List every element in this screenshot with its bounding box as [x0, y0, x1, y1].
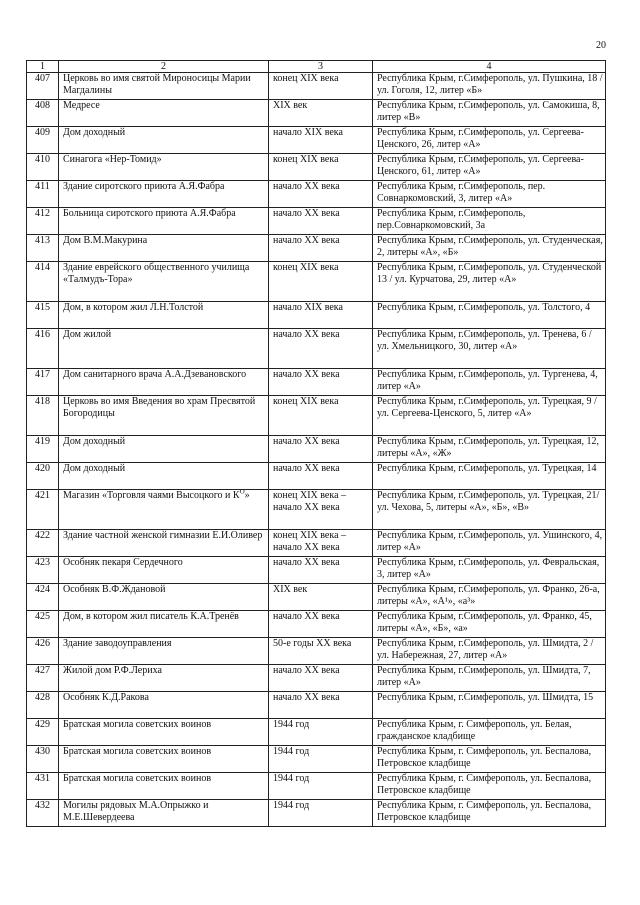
table-row	[27, 396, 606, 436]
row-number: 411	[27, 181, 59, 208]
object-name: Дом доходный	[59, 463, 269, 490]
row-number: 418	[27, 396, 59, 436]
table-row	[27, 127, 606, 154]
object-name: Жилой дом Р.Ф.Лериха	[59, 665, 269, 692]
object-address: Республика Крым, г.Симферополь, ул. Студенческая, 2, литеры «А», «Б»	[373, 235, 606, 262]
table-row	[27, 181, 606, 208]
row-number: 422	[27, 530, 59, 557]
object-address: Республика Крым, г. Симферополь, ул. Беспалова, Петровское кладбище	[373, 746, 606, 773]
object-date: конец XIX века – начало XX века	[269, 490, 373, 530]
object-name-text: Магазин «Торговля чаями Высоцкого и К	[63, 490, 240, 501]
object-address: Республика Крым, г.Симферополь, пер.Совнаркомовский, 3а	[373, 208, 606, 235]
table-row	[27, 665, 606, 692]
object-date: начало XX века	[269, 208, 373, 235]
object-date: 1944 год	[269, 800, 373, 827]
object-name: Братская могила советских воинов	[59, 746, 269, 773]
row-number: 419	[27, 436, 59, 463]
object-address: Республика Крым, г.Симферополь, ул. Сергеева-Ценского, 61, литер «А»	[373, 154, 606, 181]
column-header: 1	[27, 61, 59, 73]
row-number: 429	[27, 719, 59, 746]
table-row	[27, 100, 606, 127]
table-row	[27, 719, 606, 746]
row-number: 408	[27, 100, 59, 127]
row-number: 431	[27, 773, 59, 800]
object-name-superscript: О	[239, 489, 245, 496]
object-date: начало XX века	[269, 665, 373, 692]
object-name: Дом доходный	[59, 127, 269, 154]
object-address: Республика Крым, г. Симферополь, ул. Беспалова, Петровское кладбище	[373, 800, 606, 827]
object-name: Здание сиротского приюта А.Я.Фабра	[59, 181, 269, 208]
table-row	[27, 746, 606, 773]
object-address: Республика Крым, г.Симферополь, ул. Турецкая, 14	[373, 463, 606, 490]
object-name: Дом санитарного врача А.А.Дзевановского	[59, 369, 269, 396]
object-address: Республика Крым, г. Симферополь, ул. Белая, гражданское кладбище	[373, 719, 606, 746]
table-row	[27, 369, 606, 396]
object-name: Дом доходный	[59, 436, 269, 463]
object-address: Республика Крым, г.Симферополь, ул. Толстого, 4	[373, 302, 606, 329]
object-name: Дом В.М.Макурина	[59, 235, 269, 262]
object-name	[59, 490, 269, 530]
table-row	[27, 584, 606, 611]
row-number: 425	[27, 611, 59, 638]
object-name: Здание заводоуправления	[59, 638, 269, 665]
row-number: 417	[27, 369, 59, 396]
object-name: Синагога «Нер-Томид»	[59, 154, 269, 181]
row-number: 427	[27, 665, 59, 692]
row-number: 414	[27, 262, 59, 302]
object-name: Здание частной женской гимназии Е.И.Оливер	[59, 530, 269, 557]
object-address: Республика Крым, г.Симферополь, ул. Турецкая, 12, литеры «А», «Ж»	[373, 436, 606, 463]
object-address: Республика Крым, г.Симферополь, ул. Самокиша, 8, литер «В»	[373, 100, 606, 127]
row-number: 412	[27, 208, 59, 235]
object-address: Республика Крым, г.Симферополь, ул. Февральская, 3, литер «А»	[373, 557, 606, 584]
object-date: начало XX века	[269, 463, 373, 490]
object-date: начало XIX века	[269, 302, 373, 329]
header-row	[27, 61, 606, 73]
row-number: 426	[27, 638, 59, 665]
object-address: Республика Крым, г.Симферополь, ул. Ушинского, 4, литер «А»	[373, 530, 606, 557]
object-name: Церковь во имя Введения во храм Пресвятой Богородицы	[59, 396, 269, 436]
object-name: Дом жилой	[59, 329, 269, 369]
object-address: Республика Крым, г.Симферополь, пер. Совнаркомовский, 3, литер «А»	[373, 181, 606, 208]
page-number: 20	[596, 40, 606, 51]
table-row	[27, 302, 606, 329]
table-row	[27, 773, 606, 800]
object-address: Республика Крым, г.Симферополь, ул. Студенческой 13 / ул. Курчатова, 29, литер «А»	[373, 262, 606, 302]
table-row	[27, 530, 606, 557]
object-address: Республика Крым, г.Симферополь, ул. Шмидта, 7, литер «А»	[373, 665, 606, 692]
row-number: 410	[27, 154, 59, 181]
table-row	[27, 73, 606, 100]
object-date: 1944 год	[269, 719, 373, 746]
object-date: начало XX века	[269, 181, 373, 208]
object-address: Республика Крым, г.Симферополь, ул. Шмидта, 2 / ул. Набережная, 27, литер «А»	[373, 638, 606, 665]
object-name: Медресе	[59, 100, 269, 127]
object-date: XIX век	[269, 100, 373, 127]
row-number: 415	[27, 302, 59, 329]
column-header: 2	[59, 61, 269, 73]
row-number: 423	[27, 557, 59, 584]
object-date: начало XX века	[269, 692, 373, 719]
object-date: конец XIX века	[269, 154, 373, 181]
row-number: 420	[27, 463, 59, 490]
object-name: Дом, в котором жил Л.Н.Толстой	[59, 302, 269, 329]
object-address: Республика Крым, г.Симферополь, ул. Сергеева-Ценского, 26, литер «А»	[373, 127, 606, 154]
object-address: Республика Крым, г.Симферополь, ул. Франко, 45, литеры «А», «Б», «а»	[373, 611, 606, 638]
table-row	[27, 463, 606, 490]
table-row	[27, 557, 606, 584]
column-header: 3	[269, 61, 373, 73]
object-date: начало XX века	[269, 611, 373, 638]
row-number: 430	[27, 746, 59, 773]
table-row	[27, 800, 606, 827]
table-row	[27, 235, 606, 262]
object-address: Республика Крым, г.Симферополь, ул. Пушкина, 18 / ул. Гоголя, 12, литер «Б»	[373, 73, 606, 100]
row-number: 432	[27, 800, 59, 827]
object-address: Республика Крым, г.Симферополь, ул. Франко, 26-а, литеры «А», «А¹», «а³»	[373, 584, 606, 611]
monuments-table	[26, 60, 606, 827]
object-name: Особняк пекаря Сердечного	[59, 557, 269, 584]
object-name: Братская могила советских воинов	[59, 719, 269, 746]
object-date: конец XIX века	[269, 73, 373, 100]
object-date: начало XX века	[269, 436, 373, 463]
table-row	[27, 262, 606, 302]
row-number: 416	[27, 329, 59, 369]
table-row	[27, 208, 606, 235]
object-date: XIX век	[269, 584, 373, 611]
row-number: 409	[27, 127, 59, 154]
object-date: 50-е годы XX века	[269, 638, 373, 665]
table-row	[27, 436, 606, 463]
object-date: начало XX века	[269, 369, 373, 396]
object-address: Республика Крым, г.Симферополь, ул. Шмидта, 15	[373, 692, 606, 719]
column-header: 4	[373, 61, 606, 73]
object-address: Республика Крым, г. Симферополь, ул. Беспалова, Петровское кладбище	[373, 773, 606, 800]
object-date: конец XIX века	[269, 396, 373, 436]
object-address: Республика Крым, г.Симферополь, ул. Тренева, 6 / ул. Хмельницкого, 30, литер «А»	[373, 329, 606, 369]
object-address: Республика Крым, г.Симферополь, ул. Турецкая, 21/ ул. Чехова, 5, литеры «А», «Б», «В»	[373, 490, 606, 530]
object-date: конец XIX века	[269, 262, 373, 302]
row-number: 413	[27, 235, 59, 262]
object-name: Церковь во имя святой Мироносицы Марии Магдалины	[59, 73, 269, 100]
object-date: 1944 год	[269, 746, 373, 773]
object-name: Особняк К.Д.Ракова	[59, 692, 269, 719]
row-number: 421	[27, 490, 59, 530]
object-name: Особняк В.Ф.Ждановой	[59, 584, 269, 611]
object-date: начало XIX века	[269, 127, 373, 154]
object-date: начало XX века	[269, 235, 373, 262]
object-name: Могилы рядовых М.А.Опрыжко и М.Е.Шевердеева	[59, 800, 269, 827]
row-number: 428	[27, 692, 59, 719]
object-date: начало XX века	[269, 557, 373, 584]
table-row	[27, 692, 606, 719]
object-date: 1944 год	[269, 773, 373, 800]
object-name: Здание еврейского общественного училища «Талмудъ-Тора»	[59, 262, 269, 302]
table-row	[27, 611, 606, 638]
table-row	[27, 490, 606, 530]
table-row	[27, 638, 606, 665]
object-address: Республика Крым, г.Симферополь, ул. Тургенева, 4, литер «А»	[373, 369, 606, 396]
row-number: 424	[27, 584, 59, 611]
object-name: Больница сиротского приюта А.Я.Фабра	[59, 208, 269, 235]
object-name: Братская могила советских воинов	[59, 773, 269, 800]
object-name: Дом, в котором жил писатель К.А.Тренёв	[59, 611, 269, 638]
table-row	[27, 329, 606, 369]
object-name-suffix: »	[244, 490, 250, 501]
object-date: конец XIX века – начало XX века	[269, 530, 373, 557]
object-address: Республика Крым, г.Симферополь, ул. Турецкая, 9 / ул. Сергеева-Ценского, 5, литер «А»	[373, 396, 606, 436]
object-date: начало XX века	[269, 329, 373, 369]
table-row	[27, 154, 606, 181]
row-number: 407	[27, 73, 59, 100]
